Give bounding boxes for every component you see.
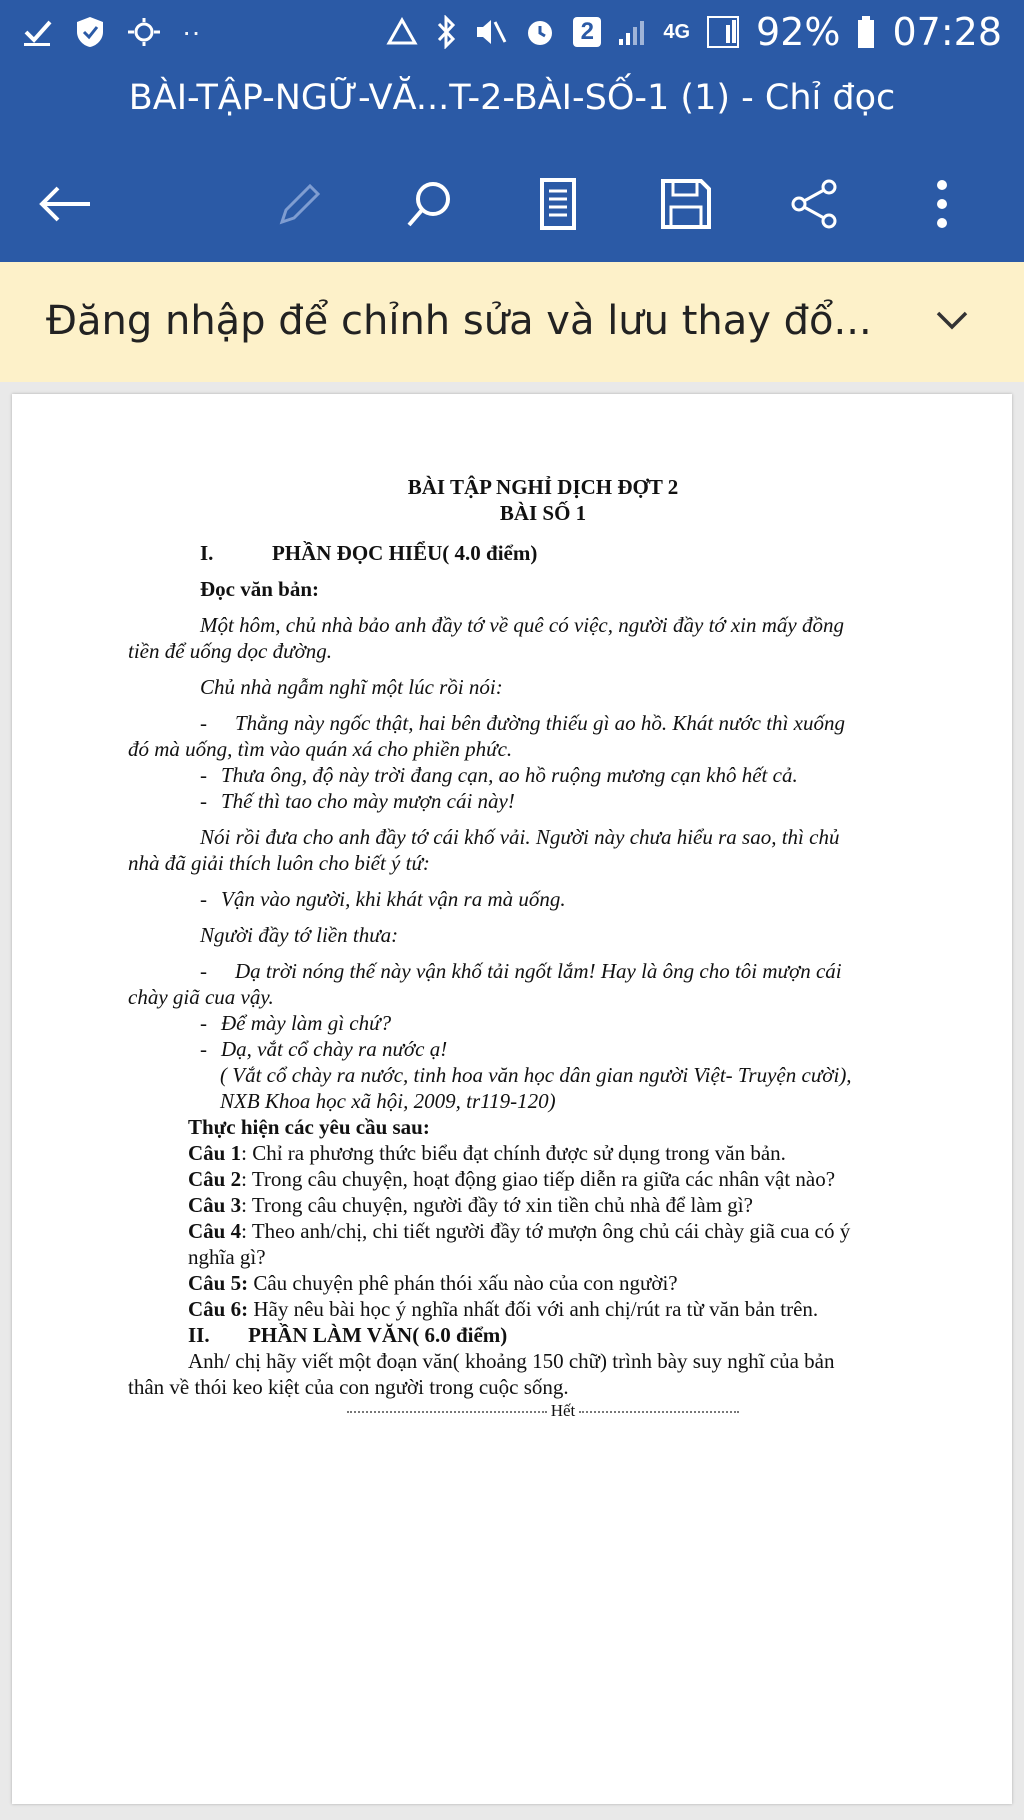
question-4 [128,1218,958,1244]
dialogue-7 [128,1036,958,1062]
toolbar [0,158,1024,248]
source-line-2: NXB Khoa học xã hội, 2009, tr119-120) [220,1089,556,1113]
clock: 07:28 [892,10,1002,54]
dialogue-5-line-1 [128,958,958,984]
document-lines-icon [538,177,578,231]
alarm-icon [523,15,557,49]
dialogue-3 [128,788,958,814]
dotted-leader-left [347,1411,547,1413]
dash: - [200,959,207,983]
dash: - [200,1037,207,1061]
dialogue-4 [128,886,958,912]
mute-icon [473,16,507,48]
save-icon [659,177,713,231]
dialogue-1-line-1 [128,710,958,736]
question-4-label: Câu 4 [188,1219,242,1243]
question-2 [128,1166,958,1192]
search-icon [403,177,457,231]
section-2-heading [128,1322,958,1348]
para-3-line-1: Nói rồi đưa cho anh đầy tớ cái khố vải. Người này chưa hiểu ra sao, thì chủ [200,825,840,849]
save-button[interactable] [654,172,718,236]
section-2-number: II. [188,1323,210,1347]
para-2: Chủ nhà ngẫm nghĩ một lúc rồi nói: [200,675,503,699]
question-6-label: Câu 6: [188,1297,249,1321]
chevron-down-icon [935,309,969,331]
arrow-left-icon [36,184,92,224]
download-check-icon [22,16,54,48]
edit-button[interactable] [268,172,332,236]
question-3 [128,1192,958,1218]
document-title: BÀI-TẬP-NGỮ-VĂ...T-2-BÀI-SỐ-1 (1) - Chỉ đọc [128,78,896,118]
essay-line-2: thân về thói keo kiệt của con người trong cuộc sống. [128,1375,569,1399]
more-vertical-icon [932,177,952,231]
dash: - [200,763,207,787]
para-1-line-1: Một hôm, chủ nhà bảo anh đầy tớ về quê có việc, người đầy tớ xin mấy đồng [200,613,845,637]
signal-icon-2 [706,15,740,49]
para-4: Người đầy tớ liền thưa: [200,923,399,947]
more-options-button[interactable] [910,172,974,236]
app-bar [0,0,1024,262]
status-bar-right [385,10,1002,54]
dash: - [200,887,207,911]
shield-app-icon [74,15,106,49]
dash: - [200,1011,207,1035]
question-5 [128,1270,958,1296]
document-body [128,474,958,1422]
dialogue-4-text: Vận vào người, khi khát vận ra mà uống. [221,887,566,911]
reading-view-button[interactable] [526,172,590,236]
para-3-line-2: nhà đã giải thích luôn cho biết ý tứ: [128,851,430,875]
dash: - [200,711,207,735]
status-bar [0,0,1024,74]
doc-heading-1: BÀI TẬP NGHỈ DỊCH ĐỢT 2 [407,475,679,499]
battery-percent: 92% [756,10,841,54]
dialogue-1-line-2: đó mà uống, tìm vào quán xá cho phiền phức. [128,737,513,761]
battery-icon [856,15,876,49]
question-6-text: Hãy nêu bài học ý nghĩa nhất đối với anh chị/rút ra từ văn bản trên. [248,1297,819,1321]
dialogue-7-text: Dạ, vắt cổ chày ra nước ạ! [221,1037,448,1061]
search-button[interactable] [398,172,462,236]
document-page [12,394,1012,1804]
dialogue-1-text: Thằng này ngốc thật, hai bên đường thiếu gì ao hồ. Khát nước thì xuống [235,711,845,735]
question-6 [128,1296,958,1322]
signal-icon [617,17,647,47]
question-4-line-2: nghĩa gì? [188,1245,266,1269]
dash: - [200,789,207,813]
question-1 [128,1140,958,1166]
sign-in-banner-text: Đăng nhập để chỉnh sửa và lưu thay đổ... [46,298,872,344]
data-type: 4G [663,20,691,43]
essay-line-1: Anh/ chị hãy viết một đoạn văn( khoảng 150 chữ) trình bày suy nghĩ của bản [188,1349,835,1373]
status-bar-left [22,12,201,52]
para-1-line-2: tiền để uống dọc đường. [128,639,333,663]
cloud-icon [126,16,162,48]
dialogue-3-text: Thế thì tao cho mày mượn cái này! [221,789,515,813]
dotted-leader-right [579,1411,739,1413]
end-marker-text: Hết [550,1401,576,1420]
dialogue-5-line-2: chày giã cua vậy. [128,985,274,1009]
source-line-1: ( Vắt cổ chày ra nước, tinh hoa văn học dân gian người Việt- Truyện cười), [220,1063,852,1087]
question-5-text: Câu chuyện phê phán thói xấu nào của con người? [248,1271,678,1295]
dialogue-2-text: Thưa ông, độ này trời đang cạn, ao hồ ruộng mương cạn khô hết cả. [221,763,798,787]
share-button[interactable] [782,172,846,236]
question-2-label: Câu 2 [188,1167,242,1191]
expand-banner-button[interactable] [932,300,972,340]
question-1-text: : Chỉ ra phương thức biểu đạt chính được sử dụng trong văn bản. [241,1141,786,1165]
section-1-heading [128,540,958,566]
read-label: Đọc văn bản: [200,577,320,601]
requirements-label: Thực hiện các yêu cầu sau: [188,1115,430,1139]
more-dots-icon: ·· [182,16,201,47]
section-1-title: PHẦN ĐỌC HIỂU( 4.0 điểm) [271,541,538,565]
recycle-icon [385,17,419,47]
back-button[interactable] [32,172,96,236]
end-marker [128,1400,958,1422]
question-4-text: : Theo anh/chị, chi tiết người đầy tớ mượn ông chủ cái chày giã cua có ý [241,1219,851,1243]
share-icon [787,177,841,231]
question-3-text: : Trong câu chuyện, người đầy tớ xin tiền chủ nhà để làm gì? [241,1193,753,1217]
dialogue-6-text: Để mày làm gì chứ? [221,1011,392,1035]
question-2-text: : Trong câu chuyện, hoạt động giao tiếp diễn ra giữa các nhân vật nào? [241,1167,836,1191]
network-badge: 2 [573,17,601,47]
dialogue-2 [128,762,958,788]
sign-in-banner[interactable] [0,262,1024,382]
question-3-label: Câu 3 [188,1193,242,1217]
doc-heading-2: BÀI SỐ 1 [499,501,587,525]
dialogue-6 [128,1010,958,1036]
pencil-icon [274,178,326,230]
dialogue-5-text: Dạ trời nóng thế này vận khố tải ngốt lắm! Hay là ông cho tôi mượn cái [235,959,842,983]
section-1-number: I. [200,541,214,565]
question-5-label: Câu 5: [188,1271,249,1295]
section-2-title: PHẦN LÀM VĂN( 6.0 điểm) [248,1323,508,1347]
question-1-label: Câu 1 [188,1141,242,1165]
bluetooth-icon [435,15,457,49]
